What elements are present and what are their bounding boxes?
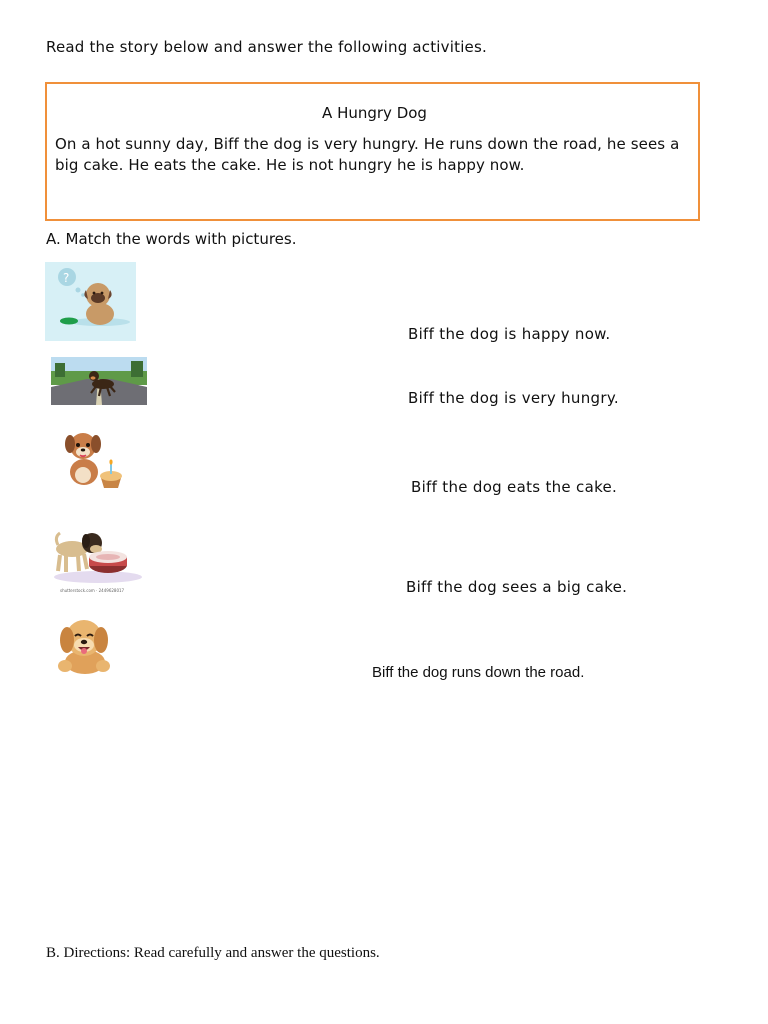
- puppy-with-cupcake-icon: [56, 428, 128, 490]
- story-title: A Hungry Dog: [322, 104, 427, 122]
- story-text: On a hot sunny day, Biff the dog is very hungry. He runs down the road, he sees a big cake. He eats the cake. He is not hungry he is happy now.: [55, 135, 680, 174]
- svg-text:?: ?: [63, 271, 70, 285]
- activity-b-heading: B. Directions: Read carefully and answer the questions.: [46, 945, 380, 961]
- sad-pug-empty-bowl-icon: [45, 262, 136, 341]
- story-box: [45, 82, 700, 221]
- dog-eating-cake-icon: [46, 513, 150, 597]
- sentence-runs-road: Biff the dog runs down the road.: [372, 664, 585, 681]
- stock-photo-caption: shutterstock.com · 2449628017: [60, 588, 125, 593]
- activity-a-heading: A. Match the words with pictures.: [46, 230, 297, 248]
- sentence-sees-cake: Biff the dog sees a big cake.: [406, 578, 628, 596]
- sentence-eats-cake: Biff the dog eats the cake.: [411, 478, 618, 496]
- happy-golden-puppy-icon: [53, 614, 115, 676]
- intro-instruction: Read the story below and answer the following activities.: [46, 38, 487, 56]
- sentence-happy: Biff the dog is happy now.: [408, 325, 611, 343]
- sentence-hungry: Biff the dog is very hungry.: [408, 389, 619, 407]
- dog-running-on-road-icon: [51, 357, 147, 405]
